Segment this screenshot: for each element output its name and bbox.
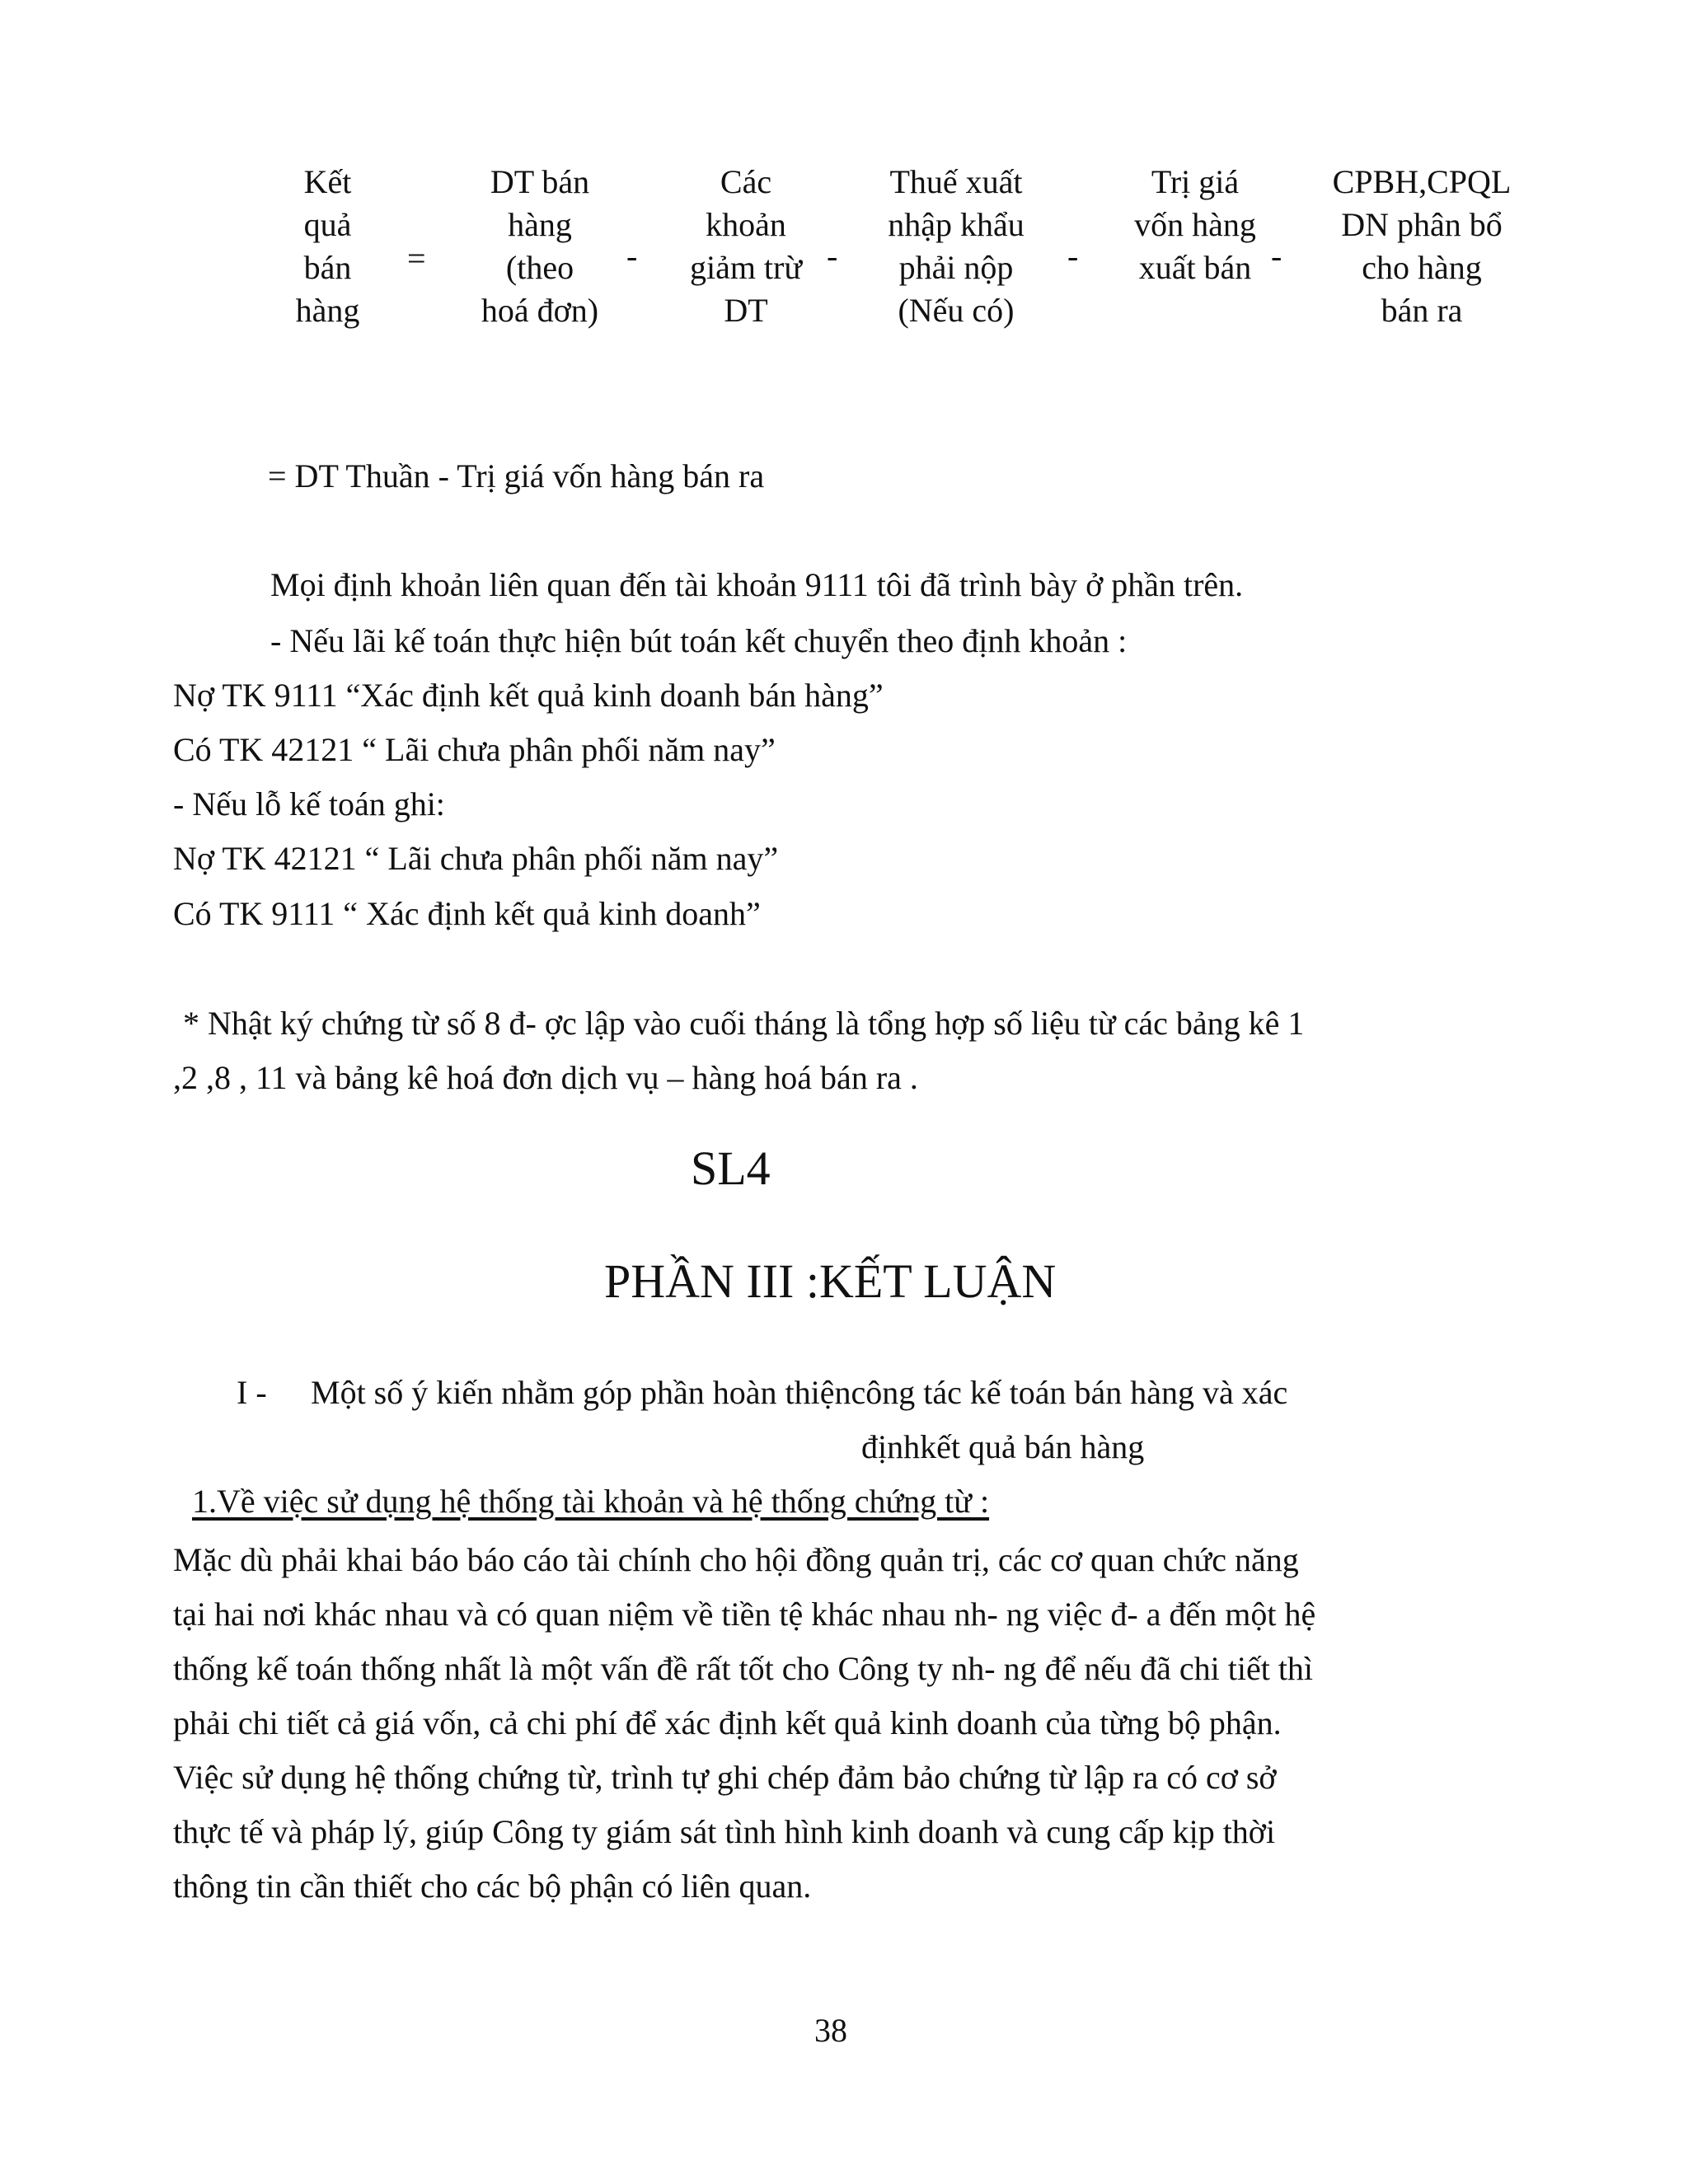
section-number: I - <box>237 1374 267 1411</box>
formula-term-revenue <box>449 161 631 332</box>
formula-result <box>272 161 383 332</box>
section-title: Một số ý kiến nhằm góp phần hoàn thiệncông tác kế toán bán hàng và xác <box>311 1374 1288 1411</box>
formula-result-line: quả <box>303 206 352 243</box>
formula-term-line: DN phân bổ <box>1341 206 1503 243</box>
entry-2-credit: Có TK 9111 “ Xác định kết quả kinh doanh” <box>173 895 761 932</box>
paragraph-line: Mặc dù phải khai báo báo cáo tài chính cho hội đồng quản trị, các cơ quan chức năng <box>173 1541 1299 1578</box>
formula-term-expenses <box>1311 161 1533 332</box>
formula-term-line: cho hàng <box>1362 249 1482 286</box>
entry-2-debit: Nợ TK 42121 “ Lãi chưa phân phối năm nay” <box>173 840 779 877</box>
formula-result-line: Kết <box>303 163 352 200</box>
intro-line: Mọi định khoản liên quan đến tài khoản 9111 tôi đã trình bày ở phần trên. <box>270 566 1244 603</box>
formula-minus: - <box>1271 237 1282 274</box>
loss-line: - Nếu lỗ kế toán ghi: <box>173 785 445 823</box>
formula-result-line: hàng <box>295 292 360 329</box>
paragraph-line: phải chi tiết cả giá vốn, cả chi phí để xác định kết quả kinh doanh của từng bộ phận. <box>173 1704 1282 1741</box>
formula-term-line: vốn hàng <box>1134 206 1256 243</box>
formula-term-line: bán ra <box>1381 292 1463 329</box>
formula-minus: - <box>827 237 838 274</box>
formula-term-cost <box>1104 161 1286 289</box>
formula-term-line: CPBH,CPQL <box>1332 163 1512 200</box>
formula-term-line: Các <box>720 163 772 200</box>
formula-term-line: giảm trừ <box>689 249 803 286</box>
paragraph-line: thống kế toán thống nhất là một vấn đề rất tốt cho Công ty nh- ng để nếu đã chi tiết thì <box>173 1650 1314 1687</box>
conclusion-paragraph <box>173 1533 1525 1914</box>
formula-equals: = <box>407 240 426 277</box>
entry-1-debit: Nợ TK 9111 “Xác định kết quả kinh doanh bán hàng” <box>173 677 884 714</box>
paragraph-line: Việc sử dụng hệ thống chứng từ, trình tự ghi chép đảm bảo chứng từ lập ra có cơ sở <box>173 1759 1277 1796</box>
formula-term-line: hoá đơn) <box>481 292 599 329</box>
formula-term-line: DT <box>724 292 768 329</box>
formula-term-line: phải nộp <box>898 249 1014 286</box>
paragraph-line: thực tế và pháp lý, giúp Công ty giám sát tình hình kinh doanh và cung cấp kịp thời <box>173 1813 1276 1850</box>
sl-label: SL4 <box>691 1141 771 1195</box>
part-title: PHẦN III :KẾT LUẬN <box>604 1254 1057 1308</box>
paragraph-line: thông tin cần thiết cho các bộ phận có liên quan. <box>173 1868 812 1905</box>
formula-term-line: nhập khẩu <box>888 206 1025 243</box>
formula-term-tax <box>861 161 1051 332</box>
formula-term-line: Thuế xuất <box>889 163 1023 200</box>
formula-minus: - <box>626 237 638 274</box>
page-number: 38 <box>814 2012 847 2049</box>
formula-term-line: (theo <box>505 249 574 286</box>
formula-term-line: hàng <box>508 206 572 243</box>
paragraph-line: tại hai nơi khác nhau và có quan niệm về tiền tệ khác nhau nh- ng việc đ- a đến một hệ <box>173 1596 1316 1633</box>
formula-minus: - <box>1067 237 1079 274</box>
formula-term-line: xuất bán <box>1138 249 1252 286</box>
formula-result-line: bán <box>303 249 352 286</box>
note-line: ,2 ,8 , 11 và bảng kê hoá đơn dịch vụ – hàng hoá bán ra . <box>173 1059 918 1096</box>
formula-term-deductions <box>672 161 820 332</box>
profit-line: - Nếu lãi kế toán thực hiện bút toán kết chuyển theo định khoản : <box>270 622 1128 659</box>
subsection-title: 1.Về việc sử dụng hệ thống tài khoản và hệ thống chứng từ : <box>192 1483 990 1520</box>
formula-term-line: khoản <box>706 206 786 243</box>
note-line: * Nhật ký chứng từ số 8 đ- ợc lập vào cuối tháng là tổng hợp số liệu từ các bảng kê 1 <box>183 1005 1305 1042</box>
section-title: địnhkết quả bán hàng <box>861 1428 1145 1465</box>
formula-term-line: DT bán <box>490 163 590 200</box>
net-revenue-line: = DT Thuần - Trị giá vốn hàng bán ra <box>268 457 765 494</box>
formula-term-line: (Nếu có) <box>898 292 1015 329</box>
formula-term-line: Trị giá <box>1151 163 1240 200</box>
entry-1-credit: Có TK 42121 “ Lãi chưa phân phối năm nay” <box>173 731 776 768</box>
